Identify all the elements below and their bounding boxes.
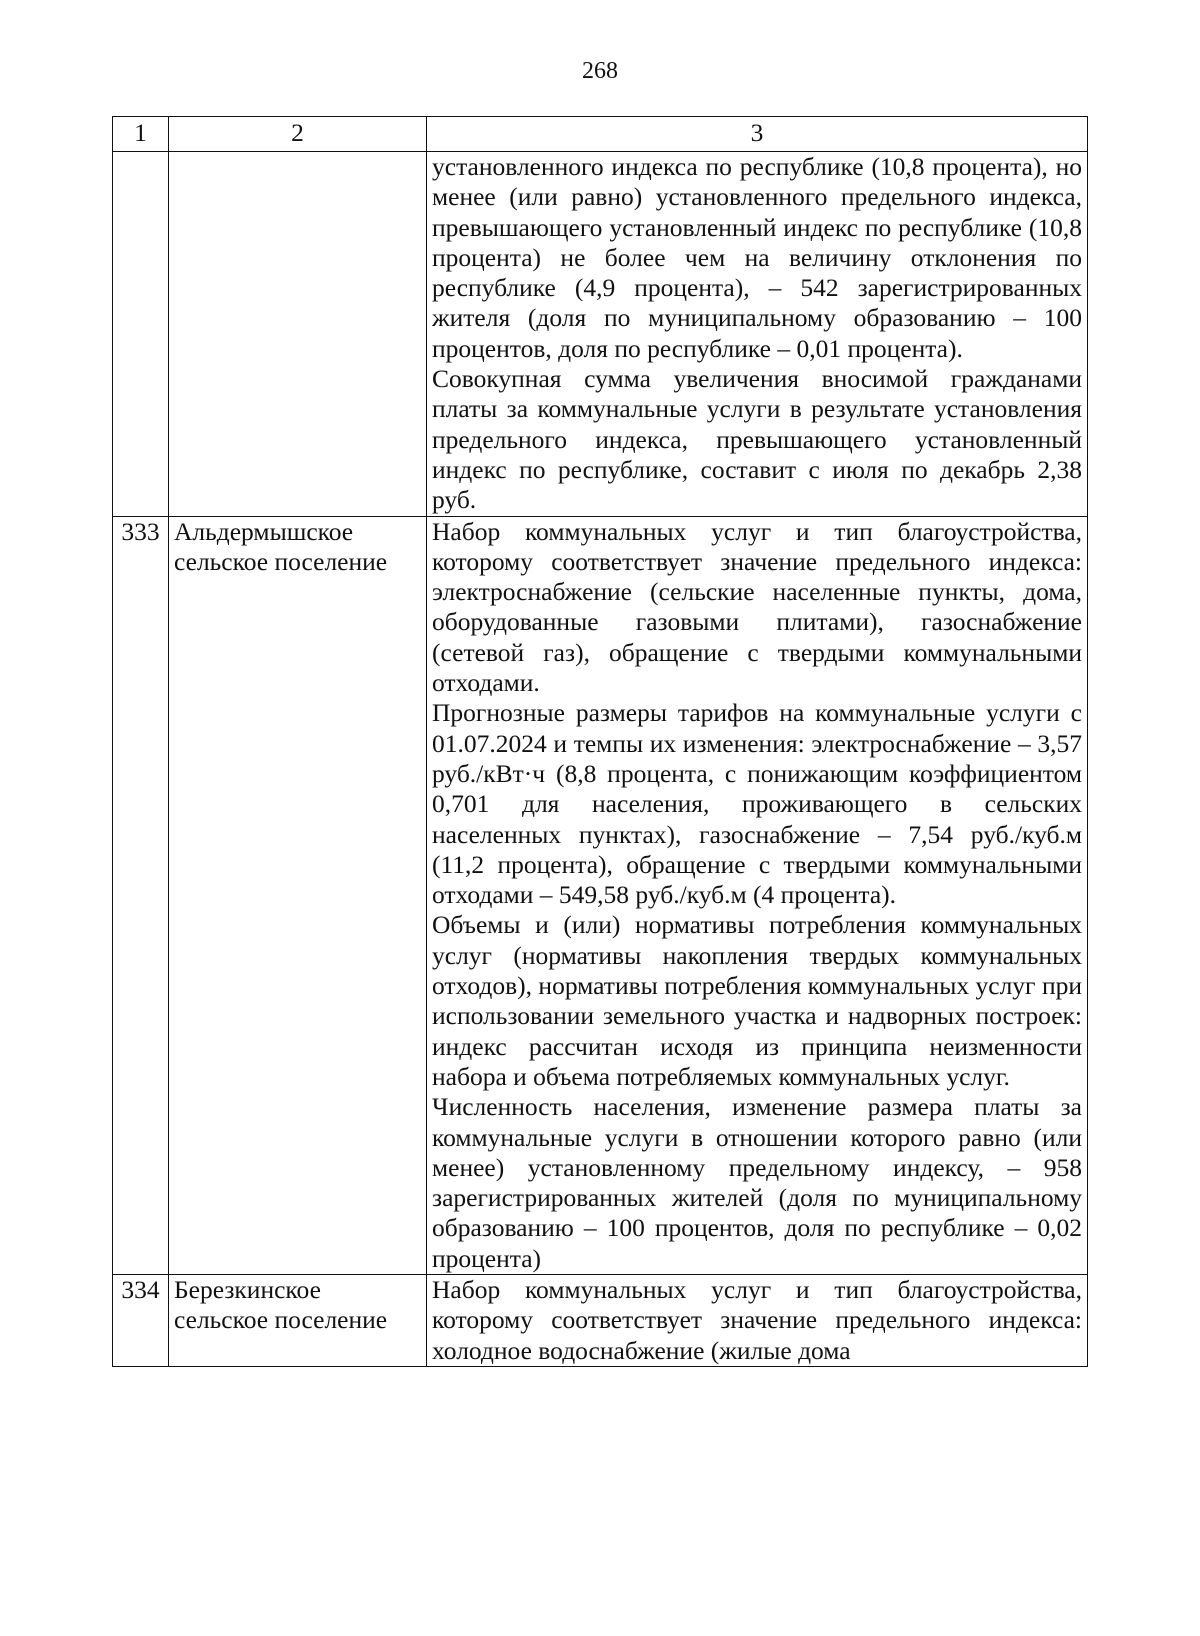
paragraph: установленного индекса по республике (10,8 процента), но менее (или равно) установленного предельного индекса, превышающего установленный индекс по республике (10,8 процента) не более чем на величину отклонения по республике (4,9 процента), – 542 зарегистрированных жителя (доля по муниципальному образованию – 100 процентов, доля по республике – 0,01 процента). — [432, 152, 1082, 363]
settlement-name: Березкинское сельское поселение — [169, 1274, 427, 1366]
description-cell — [427, 516, 1088, 1274]
paragraph: Численность населения, изменение размера платы за коммунальные услуги в отношении которого равно (или менее) установленному предельному индексу, – 958 зарегистрированных жителей (доля по муниципальному образованию – 100 процентов, доля по республике – 0,02 процента) — [432, 1092, 1082, 1273]
description-cell — [427, 152, 1088, 517]
paragraph: Набор коммунальных услуг и тип благоустройства, которому соответствует значение предельного индекса: электроснабжение (сельские населенные пункты, дома, оборудованные газовыми плитами), газоснабжение (сетевой газ), обращение с твердыми коммунальными отходами. — [432, 516, 1082, 698]
paragraph: Прогнозные размеры тарифов на коммунальные услуги с 01.07.2024 и темпы их изменения: электроснабжение – 3,57 руб./кВт·ч (8,8 процента, с понижающим коэффициентом 0,701 для населения, проживающего в сельских населенных пунктах), газоснабжение – 7,54 руб./куб.м (11,2 процента), обращение с твердыми коммунальными отходами – 549,58 руб./куб.м (4 процента). — [432, 698, 1082, 910]
settlement-name: Альдермышское сельское поселение — [169, 516, 427, 1274]
row-number: 333 — [113, 516, 169, 1274]
row-number: 334 — [113, 1274, 169, 1366]
header-cell-2: 2 — [169, 117, 427, 152]
page-number: 268 — [582, 58, 618, 84]
table-row — [113, 1274, 1088, 1366]
table-header-row — [113, 117, 1088, 152]
description-cell — [427, 1274, 1088, 1366]
paragraph: Совокупная сумма увеличения вносимой гражданами платы за коммунальные услуги в результате установления предельного индекса, превышающего установленный индекс по республике, составит с июля по декабрь 2,38 руб. — [432, 364, 1082, 515]
tariff-table — [112, 116, 1088, 1367]
table-row — [113, 516, 1088, 1274]
row-number — [113, 152, 169, 517]
settlement-name — [169, 152, 427, 517]
paragraph: Объемы и (или) нормативы потребления коммунальных услуг (нормативы накопления твердых коммунальных отходов), нормативы потребления коммунальных услуг при использовании земельного участка и надворных построек: индекс рассчитан исходя из принципа неизменности набора и объема потребляемых коммунальных услуг. — [432, 910, 1082, 1091]
header-cell-3: 3 — [427, 117, 1088, 152]
paragraph: Набор коммунальных услуг и тип благоустройства, которому соответствует значение предельного индекса: холодное водоснабжение (жилые дома — [432, 1274, 1082, 1365]
table-row — [113, 152, 1088, 517]
header-cell-1: 1 — [113, 117, 169, 152]
